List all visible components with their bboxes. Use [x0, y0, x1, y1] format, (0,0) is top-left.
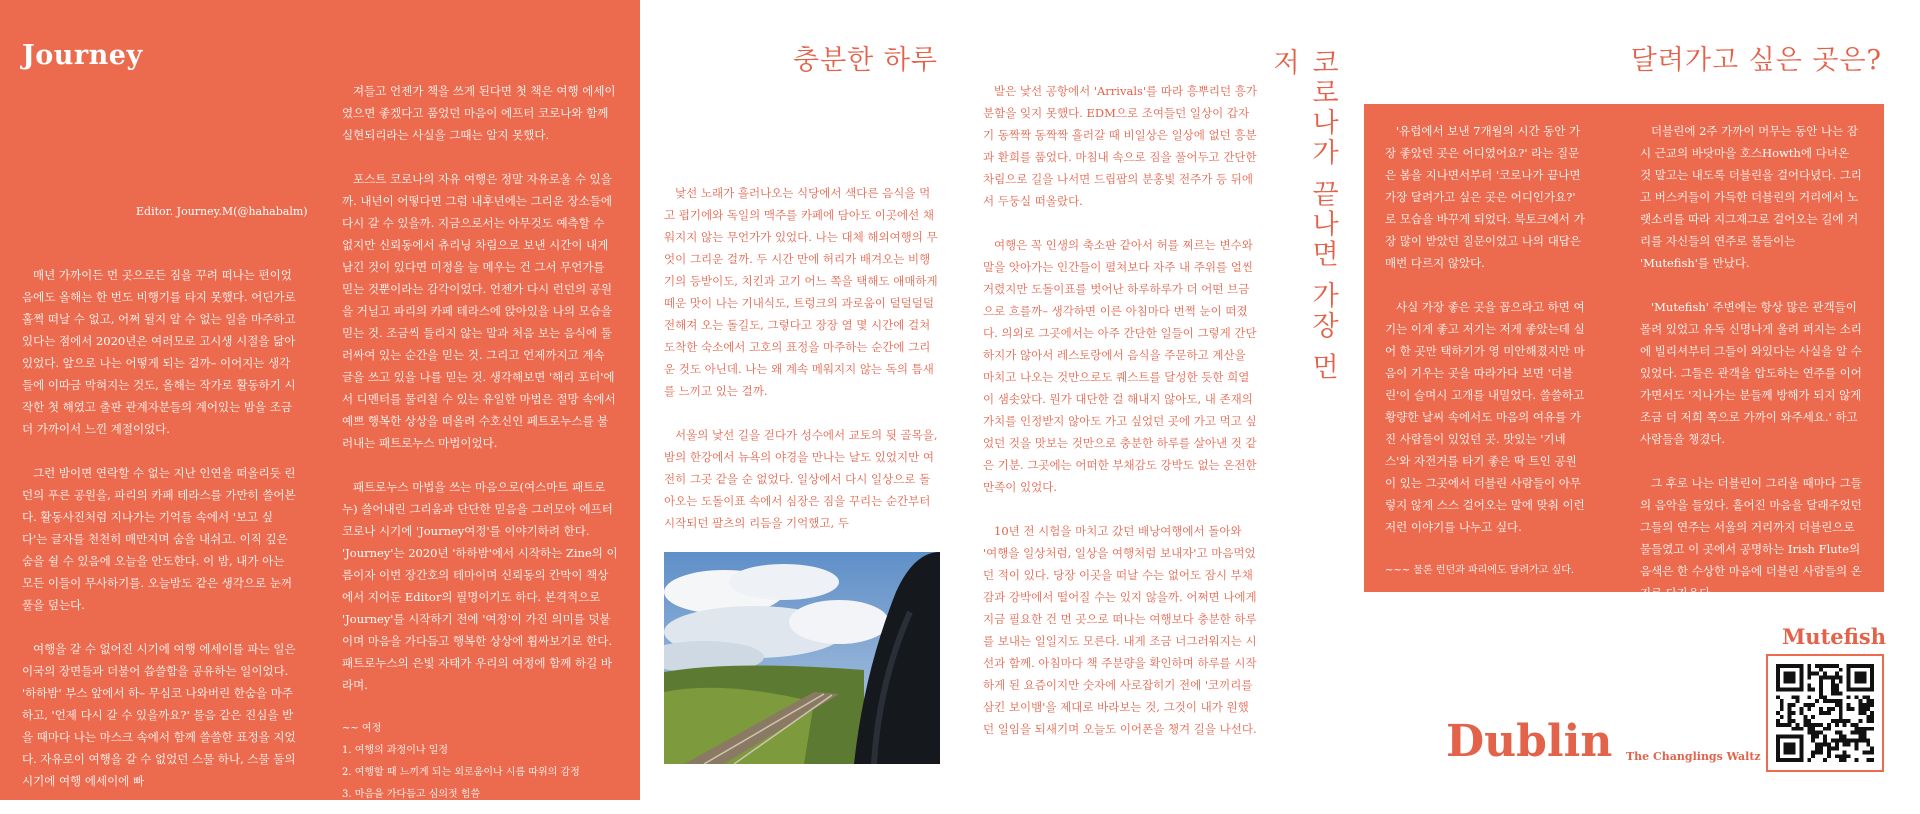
- note-item: 1. 여행의 과정이나 일정: [342, 745, 449, 756]
- paragraph: 져들고 언젠가 책을 쓰게 된다면 첫 책은 여행 에세이였으면 좋겠다고 품었던 마음이 에프터 코로나와 함께 실현되리라는 사실을 그때는 알지 못했다.: [342, 84, 616, 142]
- paragraph: 매년 가까이든 먼 곳으로든 짐을 꾸려 떠나는 편이었음에도 올해는 한 번도 비행기를 타지 못했다. 어딘가로 훌쩍 떠날 수 없고, 어쩌 될지 알 수 없는 일을 마주하고 있다는 점에서 2020년은 여러모로 고시생 시절을 닮아있었다. 앞으로 나는 어떻게 되는 걸까– 이어지는 생각들에 이따금 막혀지는 것도, 올해는 작가로 활동하기 시작한 첫 해였고 출판 관계자분들의 계어있는 밤을 조금 더 가까이서 느낀 계절이었다.: [22, 268, 296, 436]
- section-title-enough-day: 충분한 하루: [793, 45, 938, 76]
- footnote: ~~~ 물론 런던과 파리에도 달려가고 싶다.: [1385, 565, 1575, 576]
- section-title-where-to-go: 달려가고 싶은 곳은?: [1630, 45, 1882, 76]
- song-title: The Changlings Waltz: [1626, 750, 1761, 763]
- paragraph: 패트로누스 마법을 쓰는 마음으로(여스마트 패트로누) 쓸어내린 그리움과 단단한 믿음을 그러모아 에프터 코로나 시기에 'Journey여정'를 이야기하려 한다. 'Journey'는 2020년 '하하밤'에서 시작하는 Zine의 이름이자 이번 장간호의 테마이며 신뢰동의 칸막이 책상에서 지어둔 Editor의 필명이기도 하다. 본격적으로 'Journey'를 시작하기 전에 '여정'이 가진 의미를 덧붙이며 마음을 가다듬고 행복한 상상에 휩싸보기로 한다. 패트로누스의 은빛 자태가 우리의 여정에 함께 하길 바라며.: [342, 480, 618, 692]
- panel1-column-1: [22, 264, 297, 814]
- train-window-photo: [664, 552, 940, 764]
- panel3-column-2: [1640, 120, 1862, 626]
- paragraph: 발은 낯선 공항에서 'Arrivals'를 따라 흥뿌리던 흥가분함을 잊지 못했다. EDM으로 조여들던 일상이 갑자기 동짝짝 동짝짝 흘러갈 때 비일상은 일상에 없던 흥분과 환희를 품었다. 마침내 속으로 짐을 풀어두고 간단한 차림으로 길을 나서면 드립팝의 분홍빛 전주가 등 뒤에서 두둥실 떠올랐다.: [983, 84, 1258, 208]
- paragraph: 여행은 꼭 인생의 축소판 같아서 허를 찌르는 변수와 말을 앗아가는 인간들이 펼쳐보다 자주 내 주위를 얼씬거렸지만 도돌이표를 벗어난 하루하루가 더 어떤 브금으로 흐를까– 생각하면 이른 아침마다 번쩍 눈이 떠졌다. 의외로 그곳에서는 아주 간단한 일들이 그렇게 간단하지가 않아서 레스토랑에서 음식을 주문하고 계산을 마치고 나오는 것만으로도 퀘스트를 달성한 듯한 희열이 샘솟았다. 뭔가 대단한 걸 해내지 않아도, 내 존재의 가치를 인정받지 않아도 가고 싶었던 곳에 가고 먹고 싶었던 것을 맛보는 것만으로 충분한 하루를 살아낸 것 같은 기분. 그곳에는 어떠한 부채감도 강박도 없는 온전한 만족이 있었다.: [983, 238, 1257, 494]
- qr-code-icon[interactable]: [1766, 654, 1884, 772]
- paragraph: 10년 전 시험을 마치고 갔던 배낭여행에서 돌아와 '여행을 일상처럼, 일상을 여행처럼 보내자'고 마음먹었던 적이 있다. 당장 이곳을 떠날 수는 없어도 잠시 부채감과 강박에서 떨어질 수는 있지 않을까. 어쩌면 나에게 지금 필요한 건 먼 곳으로 떠나는 여행보다 충분한 하루를 보내는 일일지도 모른다. 내게 조금 너그러워지는 시선과 함께. 아침마다 책 주분량을 확인하며 하루를 시작하게 된 요즘이지만 숫자에 사로잡히기 전에 '코끼리를 삼킨 보이뱀'을 제대로 바라보는 것, 그것이 내가 원했던 일임을 되새기며 오늘도 이어폰을 챙겨 길을 나선다.: [983, 524, 1257, 736]
- dublin-heading: Dublin: [1446, 716, 1613, 767]
- journey-logo: Journey: [22, 40, 143, 71]
- paragraph: 포스트 코로나의 자유 여행은 정말 자유로울 수 있을까. 내년이 어떻다면 그럼 내후년에는 그리운 장소들에 다시 갈 수 있을까. 지금으로서는 아무것도 예측할 수 없지만 신뢰동에서 츄리닝 차림으로 보낸 시간이 내게 남긴 것이 있다면 미정을 늘 메우는 건 그서 무언가를 믿는 것뿐이라는 감각이었다. 언젠가 다시 런던의 공원을 거닐고 파리의 카페 테라스에 앉아있을 나의 모습을 믿는 것. 조금씩 들리지 않는 말과 처음 보는 음식에 둘러싸여 있는 순간을 믿는 것. 그리고 언제까지고 계속 글을 쓰고 있을 나를 믿는 것. 생각해보면 '해리 포터'에서 디멘터를 물리칠 수 있는 유일한 마법은 절망 속에서 예쁘 행복한 상상을 떠올려 수호신인 페트로누스를 불러내는 패트로누스 마법이었다.: [342, 172, 616, 450]
- paragraph: 낯선 노래가 흘러나오는 식당에서 색다른 음식을 먹고 펍기에와 독일의 맥주를 카페에 담아도 이곳에선 채워지지 않는 무언가가 있었다. 나는 대체 해외여행의 무엇이 그리운 걸까. 두 시간 만에 허리가 배겨오는 비행기의 등받이도, 치킨과 고기 어느 쪽을 택해도 애매하게 떼운 맛이 나는 기내식도, 트렁크의 과로움이 덜덜덜덜 전해져 오는 돌길도, 그렇다고 장장 열 몇 시간에 걸쳐 도착한 숙소에서 고호의 표정을 마주하는 순간에 그리운 것도 아닌데. 나는 왜 계속 메워지지 않는 독의 틈새를 느끼고 있는 걸까.: [664, 186, 938, 398]
- paragraph: 사실 가장 좋은 곳을 꼽으라고 하면 여기는 이게 좋고 저기는 저게 좋았는데 실어 한 곳만 택하기가 영 미안해졌지만 마음이 기우는 곳을 따라가다 보면 '더블린'이 슬며시 고개를 내밀었다. 쓸쓸하고 황량한 날씨 속에서도 마음의 여유를 가진 사람들이 있었던 곳. 맛있는 '기네스'와 자전거를 타기 좋은 딱 트인 공원이 있는 그곳에서 더블린 사람들이 아무렇지 않게 스스 걸어오는 말에 맞춰 이런 저런 이야기를 나누고 싶다.: [1385, 300, 1585, 534]
- panel1-column-2: [342, 80, 618, 806]
- vertical-title: 코로나가 끝나면 가장 먼저: [1268, 48, 1338, 383]
- paragraph: 여행을 갈 수 없어진 시기에 여행 에세이를 파는 일은 이국의 장면들과 더불어 씁쓸함을 공유하는 일이었다. '하하밤' 부스 앞에서 하– 무심코 나와버린 한숨을 마주하고, '언제 다시 갈 수 있을까요?' 물음 같은 진심을 받을 때마다 나는 마스크 속에서 함께 쓸쓸한 표정을 지었다. 자유로이 여행을 갈 수 없었던 스물 하나, 스물 둘의 시기에 여행 에세이에 빠: [22, 642, 296, 788]
- paragraph: 서울의 낯선 길을 걷다가 성수에서 교토의 뒷 골목을, 밤의 한강에서 뉴욕의 야경을 만나는 날도 있었지만 여전히 그곳 같을 순 없었다. 일상에서 다시 일상으로 돌아오는 도돌이표 속에서 심장은 짐을 꾸리는 순간부터 시작되던 팔츠의 리듬을 기억했고, 두: [664, 428, 938, 530]
- paragraph: 'Mutefish' 주변에는 항상 많은 관객들이 몰려 있었고 유독 신명나게 울려 퍼지는 소리에 빌리셔부터 그들이 와있다는 사실을 알 수 있었다. 그들은 관객을 압도하는 연주를 이어가면서도 '지나가는 분들께 방해가 되지 않게 조금 더 저희 쪽으로 가까이 와주세요.' 하고 사람들을 챙겼다.: [1640, 300, 1862, 446]
- definition-notes: [342, 718, 618, 806]
- paragraph: 더블린에 2주 가까이 머무는 동안 나는 잠시 근교의 바닷마을 호스Howth에 다녀온 것 말고는 내도록 더블린을 걸어다녔다. 그리고 버스커들이 가득한 더블린의 거리에서 노랫소리를 따라 지그재그로 걸어오는 길에 거리를 자신들의 연주로 물들이는 'Mutefish'를 만났다.: [1640, 124, 1862, 270]
- paragraph: 그런 밤이면 연락할 수 없는 지난 인연을 떠올리듯 린던의 푸른 공원을, 파리의 카페 테라스를 가만히 쓸어본다. 활동사진처럼 지나가는 기억들 속에서 '보고 싶다'는 글자를 천천히 매만지며 숨을 내쉬고. 이직 깊은 숨을 쉴 수 있음에 오늘을 안도한다. 이 밤, 내가 아는 모든 이들이 무사하기를. 오늘밤도 같은 생각으로 눈꺼풀을 덮는다.: [22, 466, 296, 612]
- note-item: 3. 마음을 가다듬고 심의젓 힘씀: [342, 789, 481, 800]
- paragraph: '유럽에서 보낸 7개월의 시간 동안 가장 좋았던 곳은 어디였어요?' 라는 질문은 봄을 지나면서부터 '코로나가 끝나면 가장 달려가고 싶은 곳은 어디인가요?' 로 모습을 바꾸게 되었다. 북토크에서 가장 많이 받았던 질문이었고 나의 대답은 매번 다르지 않았다.: [1385, 124, 1585, 270]
- panel3-column-1: [1385, 120, 1585, 604]
- panel2-column-1: [664, 182, 940, 556]
- note-heading: ~~ 여정: [342, 723, 382, 734]
- panel-journey: [0, 0, 640, 800]
- note-item: 2. 여행할 때 느끼게 되는 외로움이나 시름 따위의 감정: [342, 767, 580, 778]
- editor-credit: Editor. Journey.M(@hahabalm): [136, 205, 308, 218]
- band-name: Mutefish: [1782, 624, 1886, 649]
- paragraph: 그 후로 나는 더블린이 그리울 때마다 그들의 음악을 들었다. 흩어진 마음을 달래주었던 그들의 연주는 서울의 거리까지 더블린으로 물들였고 이 곳에서 공명하는 Irish Flute의 음색은 한 수상한 마음에 더블린 사람들의 온기로 다가온다.: [1640, 476, 1862, 600]
- panel2-column-2: [983, 80, 1259, 762]
